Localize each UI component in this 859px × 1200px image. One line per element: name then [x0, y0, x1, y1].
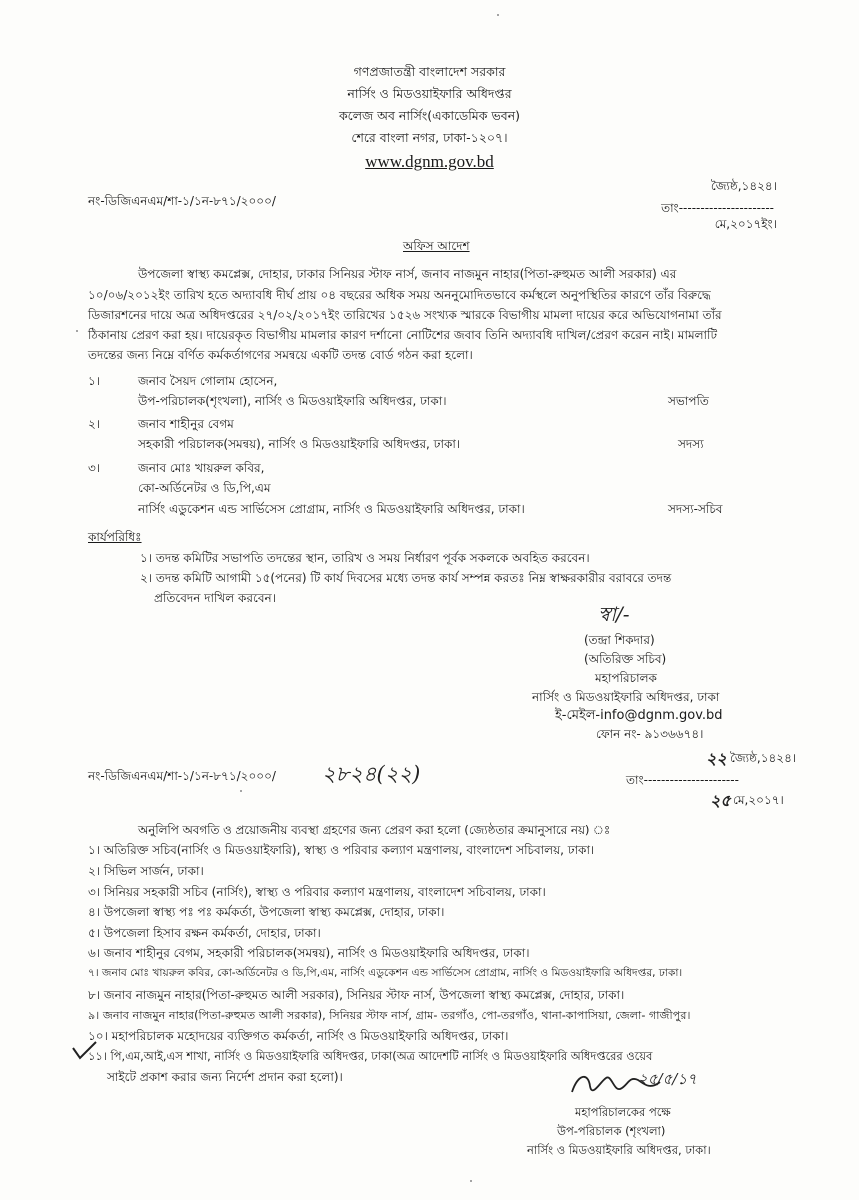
order-para-line-2: ১০/০৬/২০১২ইং তারিখ হতে অদ্যাবধি দীর্ঘ প্রায় ০৪ বছরের অধিক সময় অননুমোদিতভাবে কর্মস্থলে অনুপস্থিতির কারণে তাঁর বিরুদ্ধে: [88, 288, 711, 302]
header-directorate: নার্সিং ও মিডওয়াইফারি অধিদপ্তর: [347, 86, 512, 101]
signatory1-designation1: (অতিরিক্ত সচিব): [584, 652, 667, 666]
order-para-line-3: ডিজারশনের দায়ে অত্র অধিদপ্তরের ২৭/০২/২০১৭ইং তারিখের ১৫২৬ সংখ্যক স্মারকে বিভাগীয় মামলা দায়ের করে অভিযোগনামা তাঁর: [88, 308, 722, 322]
order-title: অফিস আদেশ: [403, 239, 470, 253]
memo2-number: নং-ডিজিএনএম/শা-১/১ন-৮৭১/২০০০/: [88, 769, 276, 783]
signatory1-signature: স্বা/-: [598, 602, 630, 626]
copy-item-2: ২। সিভিল সার্জন, ঢাকা।: [88, 864, 204, 878]
order-para-line-1: উপজেলা স্বাস্থ্য কমপ্লেক্স, দোহার, ঢাকার সিনিয়র স্টাফ নার্স, জনাব নাজমুন নাহার(পিতা-রুহুমত আলী সরকার) এর: [138, 267, 677, 281]
scan-speck: [470, 1180, 472, 1182]
member-2-line: সহকারী পরিচালক(সমন্বয়), নার্সিং ও মিডওয়াইফারি অধিদপ্তর, ঢাকা।: [138, 437, 461, 451]
signatory1-phone: ফোন নং- ৯১৩৬৬৭৪।: [596, 727, 704, 741]
member-3-line-1: কো-অর্ডিনেটর ও ডি,পি,এম: [138, 481, 271, 495]
tor-title: কার্যপরিধিঃ: [88, 530, 142, 544]
member-1-name: জনাব সৈয়দ গোলাম হোসেন,: [138, 374, 278, 388]
copy-item-1: ১। অতিরিক্ত সচিব(নার্সিং ও মিডওয়াইফারি), স্বাস্থ্য ও পরিবার কল্যাণ মন্ত্রণালয়, বাংলাদেশ সচিবালয়, ঢাকা।: [88, 843, 595, 857]
copy-item-8: ৮। জনাব নাজমুন নাহার(পিতা-রুহুমত আলী সরকার), সিনিয়র স্টাফ নার্স, উপজেলা স্বাস্থ্য কমপ্লেক্স, দোহার, ঢাকা।: [88, 988, 625, 1002]
member-2-role: সদস্য: [678, 437, 704, 451]
scan-speck: [240, 790, 242, 792]
member-1-number: ১।: [88, 374, 101, 388]
memo2-date-bangla-hand: ২২: [706, 749, 727, 768]
signatory1-office: নার্সিং ও মিডওয়াইফারি অধিদপ্তর, ঢাকা: [532, 690, 720, 704]
copy-item-6: ৬। জনাব শাহীনুর বেগম, সহকারী পরিচালক(সমন্বয়), নার্সিং ও মিডওয়াইফারি অধিদপ্তর, ঢাকা।: [88, 946, 530, 960]
memo2-number-handwritten: ২৮২৪(২২): [322, 762, 421, 786]
copy-item-3: ৩। সিনিয়র সহকারী সচিব (নার্সিং), স্বাস্থ্য ও পরিবার কল্যাণ মন্ত্রণালয়, বাংলাদেশ সচিবালয়, ঢাকা।: [88, 885, 546, 899]
signatory1-name: (তন্দ্রা শিকদার): [584, 633, 655, 647]
memo2-date-english: মে,২০১৭।: [733, 793, 784, 807]
member-2-name: জনাব শাহীনুর বেগম: [138, 417, 234, 431]
header-website: www.dgnm.gov.bd: [365, 152, 494, 171]
copy-item-10: ১০। মহাপরিচালক মহোদয়ের ব্যক্তিগত কর্মকর্তা, নার্সিং ও মিডওয়াইফারি অধিদপ্তর, ঢাকা।: [88, 1029, 509, 1043]
member-3-line-2: নার্সিং এডুকেশন এন্ড সার্ভিসেস প্রোগ্রাম, নার্সিং ও মিডওয়াইফারি অধিদপ্তর, ঢাকা।: [138, 502, 525, 516]
memo1-date-label: তাং----------------------: [661, 201, 774, 215]
signatory1-designation2: মহাপরিচালক: [595, 671, 657, 685]
copy-item-4: ৪। উপজেলা স্বাস্থ্য পঃ পঃ কর্মকর্তা, উপজেলা স্বাস্থ্য কমপ্লেক্স, দোহার, ঢাকা।: [88, 905, 445, 919]
member-1-role: সভাপতি: [668, 394, 709, 408]
header-govt: গণপ্রজাতন্ত্রী বাংলাদেশ সরকার: [353, 64, 506, 79]
signatory1-email: ই-মেইল-info@dgnm.gov.bd: [555, 708, 723, 723]
copy-item-9: ৯। জনাব নাজমুন নাহার(পিতা-রুহুমত আলী সরকার), সিনিয়র স্টাফ নার্স, গ্রাম- তরগাঁও, পো-তরগাঁও, থানা-কাপাসিয়া, জেলা- গাজীপুর।: [88, 1009, 691, 1022]
memo1-number: নং-ডিজিএনএম/শা-১/১ন-৮৭১/২০০০/: [88, 194, 276, 208]
memo2-date-bangla: জ্যৈষ্ঠ,১৪২৪।: [730, 751, 797, 765]
tick-mark-icon: [70, 1036, 100, 1066]
copies-intro: অনুলিপি অবগতি ও প্রয়োজনীয় ব্যবস্থা গ্রহণের জন্য প্রেরণ করা হলো (জ্যেষ্ঠতার ক্রমানুসারে নয়) ঃ: [138, 823, 611, 837]
member-3-role: সদস্য-সচিব: [668, 502, 723, 516]
order-para-line-5: তদন্তের জন্য নিম্নে বর্ণিত কর্মকর্তাগণের সমন্বয়ে একটি তদন্ত বোর্ড গঠন করা হলো।: [88, 348, 473, 362]
memo2-date-label: তাং----------------------: [626, 773, 739, 787]
tor-item-2-cont: প্রতিবেদন দাখিল করবেন।: [154, 591, 276, 605]
memo1-date-english: মে,২০১৭ইং।: [714, 217, 777, 231]
member-2-number: ২।: [88, 417, 101, 431]
copy-item-11: ১১। পি,এম,আই,এস শাখা, নার্সিং ও মিডওয়াইফারি অধিদপ্তর, ঢাকা(অত্র আদেশটি নার্সিং ও মিডওয়াইফারি অধিদপ্তরের ওয়েব: [88, 1049, 653, 1063]
signatory2-signature-date: ২৫/৫/১৭: [638, 1070, 697, 1088]
tor-item-1: ১। তদন্ত কমিটির সভাপতি তদন্তের স্থান, তারিখ ও সময় নির্ধারণ পূর্বক সকলকে অবহিত করবেন।: [140, 551, 590, 565]
header-address: শেরে বাংলা নগর, ঢাকা-১২০৭।: [351, 130, 508, 145]
copy-item-11-cont: সাইটে প্রকাশ করার জন্য নির্দেশ প্রদান করা হলো)।: [107, 1070, 343, 1084]
signatory2-line1: মহাপরিচালকের পক্ষে: [575, 1105, 671, 1119]
member-1-line: উপ-পরিচালক(শৃংখলা), নার্সিং ও মিডওয়াইফারি অধিদপ্তর, ঢাকা।: [138, 394, 447, 408]
signatory2-line2: উপ-পরিচালক (শৃংখলা): [557, 1124, 666, 1138]
member-3-number: ৩।: [88, 461, 101, 475]
member-3-name: জনাব মোঃ খায়রুল কবির,: [138, 461, 265, 475]
memo1-date-bangla: জ্যৈষ্ঠ,১৪২৪।: [710, 179, 777, 193]
memo2-date-english-hand: ২৫: [710, 791, 731, 810]
signatory2-line3: নার্সিং ও মিডওয়াইফারি অধিদপ্তর, ঢাকা।: [527, 1143, 711, 1157]
scan-speck: [76, 330, 78, 332]
copy-item-5: ৫। উপজেলা হিসাব রক্ষন কর্মকর্তা, দোহার, ঢাকা।: [88, 926, 321, 940]
scan-speck: [497, 14, 499, 16]
tor-item-2: ২। তদন্ত কমিটি আগামী ১৫(পনের) টি কার্য দিবসের মধ্যে তদন্ত কার্য সম্পন্ন করতঃ নিম্ন স্বাক্ষরকারীর বরাবরে তদন্ত: [140, 571, 672, 585]
copy-item-7: ৭। জনাব মোঃ খায়রুল কবির, কো-অর্ডিনেটর ও ডি,পি,এম, নার্সিং এডুকেশন এন্ড সার্ভিসেস প্রোগ্রাম, নার্সিং ও মিডওয়াইফারি অধিদপ্তর, ঢাকা।: [88, 967, 683, 979]
order-para-line-4: ঠিকানায় প্রেরণ করা হয়। দায়েরকৃত বিভাগীয় মামলার কারণ দর্শানো নোটিশের জবাব তিনি অদ্যাবধি দাখিল/প্রেরণ করেন নাই। মামলাটি: [88, 328, 717, 342]
header-college: কলেজ অব নার্সিং(একাডেমিক ভবন): [338, 108, 521, 123]
